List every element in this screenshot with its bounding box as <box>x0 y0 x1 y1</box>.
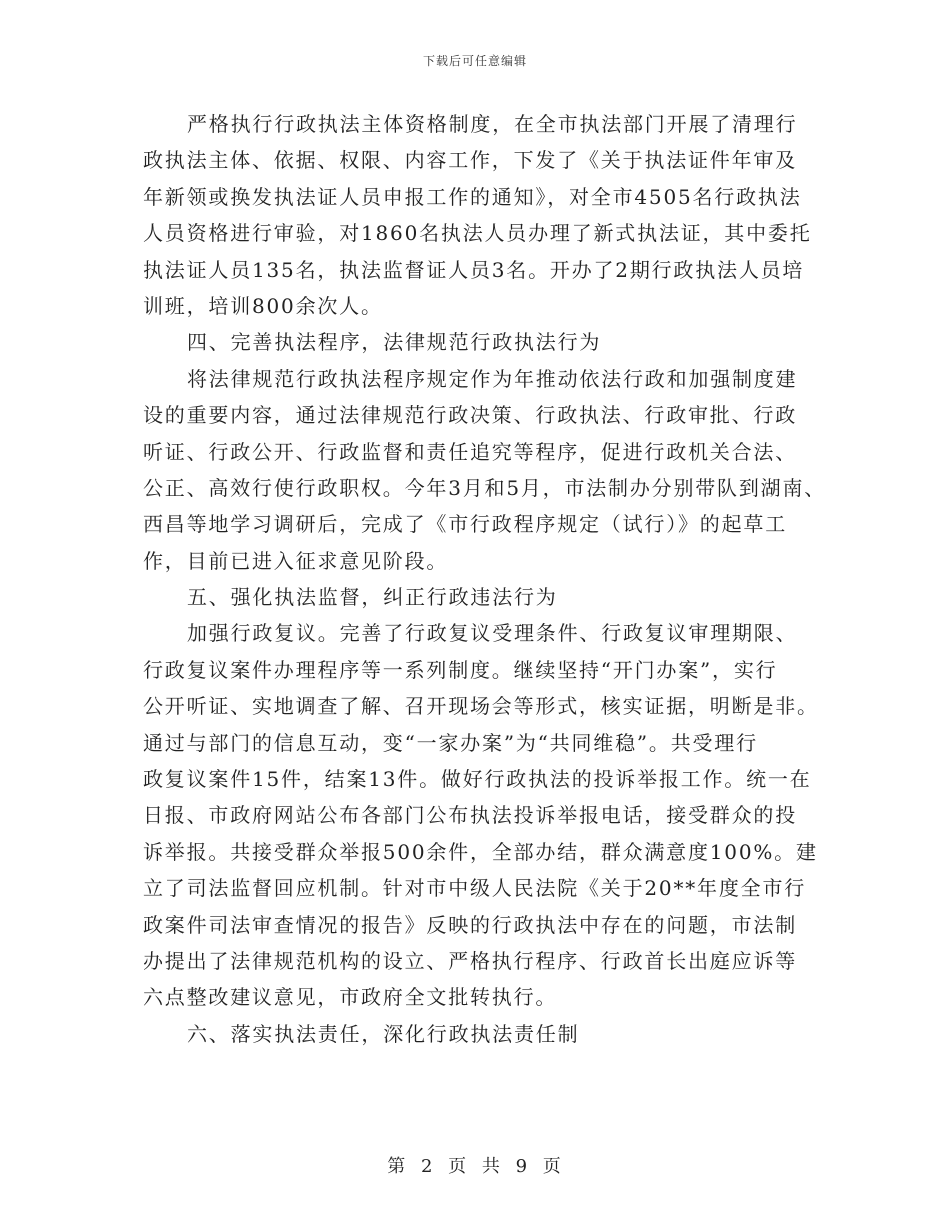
body-line: 年新领或换发执法证人员申报工作的通知》，对全市4505名行政执法 <box>143 184 802 209</box>
page-footer: 第 2 页 共 9 页 <box>387 1156 563 1177</box>
body-line: 设的重要内容，通过法律规范行政决策、行政执法、行政审批、行政 <box>143 403 797 428</box>
body-line: 听证、行政公开、行政监督和责任追究等程序，促进行政机关合法、 <box>143 439 797 464</box>
body-line: 六点整改建议意见，市政府全文批转执行。 <box>143 985 558 1010</box>
body-line: 五、强化执法监督，纠正行政违法行为 <box>187 585 558 610</box>
body-line: 四、完善执法程序，法律规范行政执法行为 <box>187 330 602 355</box>
body-line: 将法律规范行政执法程序规定作为年推动依法行政和加强制度建 <box>187 366 798 391</box>
body-line: 日报、市政府网站公布各部门公布执法投诉举报电话，接受群众的投 <box>143 803 797 828</box>
body-line: 六、落实执法责任，深化行政执法责任制 <box>187 1021 580 1046</box>
body-line: 作，目前已进入征求意见阶段。 <box>143 548 449 573</box>
body-line: 加强行政复议。完善了行政复议受理条件、行政复议审理期限、 <box>187 621 798 646</box>
body-line: 行政复议案件办理程序等一系列制度。继续坚持“开门办案”，实行 <box>143 657 778 682</box>
body-line: 诉举报。共接受群众举报500余件，全部办结，群众满意度100%。建 <box>143 839 818 864</box>
body-line: 公正、高效行使行政职权。今年3月和5月，市法制办分别带队到湖南、 <box>143 475 827 500</box>
body-line: 立了司法监督回应机制。针对市中级人民法院《关于20**年度全市行 <box>143 876 807 901</box>
body-line: 政执法主体、依据、权限、内容工作，下发了《关于执法证件年审及 <box>143 148 797 173</box>
body-line: 公开听证、实地调查了解、召开现场会等形式，核实证据，明断是非。 <box>143 694 819 719</box>
body-line: 执法证人员135名，执法监督证人员3名。开办了2期行政执法人员培 <box>143 257 805 282</box>
body-line: 通过与部门的信息互动，变“一家办案”为“共同维稳”。共受理行 <box>143 730 758 755</box>
body-line: 办提出了法律规范机构的设立、严格执行程序、行政首长出庭应诉等 <box>143 948 797 973</box>
body-line: 政复议案件15件，结案13件。做好行政执法的投诉举报工作。统一在 <box>143 767 812 792</box>
document-body <box>143 106 827 1052</box>
body-line: 严格执行行政执法主体资格制度，在全市执法部门开展了清理行 <box>187 112 798 136</box>
body-line: 训班，培训800余次人。 <box>143 293 383 318</box>
body-line: 人员资格进行审验，对1860名执法人员办理了新式执法证，其中委托 <box>143 221 812 246</box>
body-line: 政案件司法审查情况的报告》反映的行政执法中存在的问题，市法制 <box>143 912 797 937</box>
body-line: 西昌等地学习调研后，完成了《市行政程序规定（试行）》的起草工 <box>143 512 787 537</box>
page-header: 下载后可任意编辑 <box>422 54 527 68</box>
